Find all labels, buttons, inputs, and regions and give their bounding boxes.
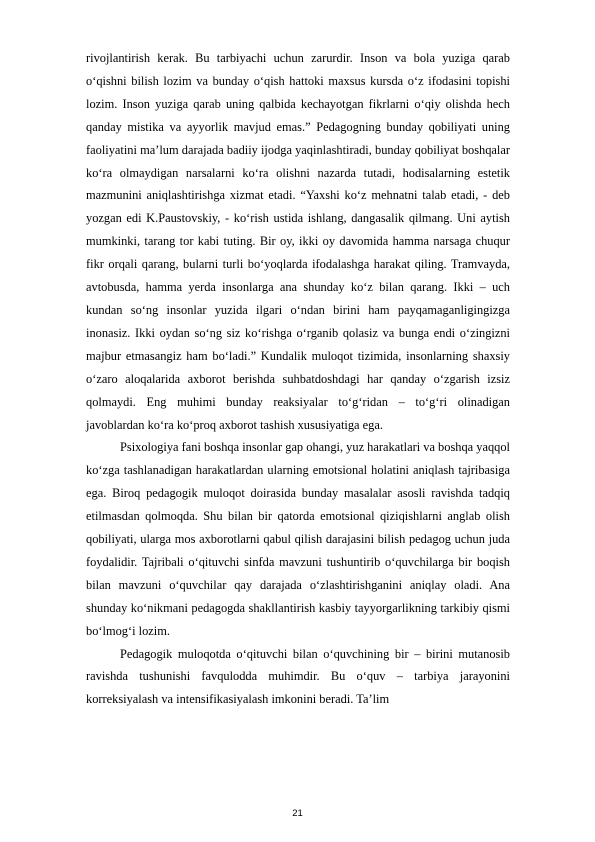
paragraph-2: Psixologiya fani boshqa insonlar gap ohangi, yuz harakatlari va boshqa yaqqol ko‘zga tashlanadigan harakatlardan ularning emotsional holatini aniqlash tajribasiga ega. Biroq pedagogik muloqot doirasida bunday masalalar asosli ravishda tadqiq etilmasdan qolmoqda. Shu bilan bir qatorda emotsional qiziqishlarni anglab olish qobiliyati, ularga mos axborotlarni qabul qilish darajasini bilish pedagog uchun juda foydalidir. Tajribali o‘qituvchi sinfda mavzuni tushuntirib o‘quvchilarga bir boqish bilan mavzuni o‘quvchilar qay darajada o‘zlashtirishganini aniqlay oladi. Ana shunday ko‘nikmani pedagogda shakllantirish kasbiy tayyorgarlikning tarkibiy qismi bo‘lmog‘i lozim. [86, 440, 510, 638]
paragraph-1: rivojlantirish kerak. Bu tarbiyachi uchun zarurdir. Inson va bola yuziga qarab o‘qishni bilish lozim va bunday o‘qish hattoki maxsus kursda o‘z ifodasini topishi lozim. Inson yuziga qarab uning qalbida kechayotgan fikrlarni o‘qiy olishda hech qanday mistika va ayyorlik mavjud emas.” Pedagogning bunday qobiliyati uning faoliyatini ma’lum darajada badiiy ijodga yaqinlashtiradi, bunday qobiliyat boshqalar ko‘ra olmaydigan narsalarni ko‘ra olishni nazarda tutadi, hodisalarning estetik mazmunini aniqlashtirishga xizmat etadi. “Yaxshi ko‘z mehnatni talab etadi, - deb yozgan edi K.Paustovskiy, - ko‘rish ustida ishlang, dangasalik qilmang. Uni aytish mumkinki, tarang tor kabi tuting. Bir oy, ikki oy davomida hamma narsaga chuqur fikr orqali qarang, bularni turli bo‘yoqlarda ifodalashga harakat qiling. Tramvayda, avtobusda, hamma yerda insonlarga ana shunday ko‘z bilan qarang. Ikki – uch kundan so‘ng insonlar yuzida ilgari o‘ndan birini ham payqamaganligingizga inonasiz. Ikki oydan so‘ng siz ko‘rishga o‘rganib qolasiz va bunga endi o‘zingizni majbur etmasangiz ham bo‘ladi.” Kundalik muloqot tizimida, insonlarning shaxsiy o‘zaro aloqalarida axborot berishda suhbatdoshdagi har qanday o‘zgarish izsiz qolmaydi. Eng muhimi bunday reaksiyalar to‘g‘ridan – to‘g‘ri olinadigan javoblardan ko‘ra ko‘proq axborot tashish xususiyatiga ega. [86, 51, 510, 432]
document-body [86, 47, 510, 711]
page-number: 21 [292, 808, 303, 819]
paragraph-3: Pedagogik muloqotda o‘qituvchi bilan o‘quvchining bir – birini mutanosib ravishda tushunishi favqulodda muhimdir. Bu o‘quv – tarbiya jarayonini korreksiyalash va intensifikasiyalash imkonini beradi. Ta’lim [86, 646, 510, 707]
